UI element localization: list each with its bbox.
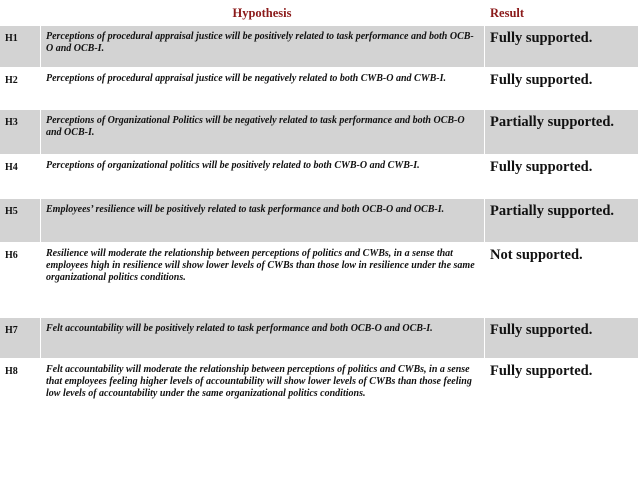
row-id: H4 [0, 155, 40, 199]
row-id: H2 [0, 68, 40, 110]
row-result: Not supported. [484, 243, 638, 318]
row-hypothesis-text: Perceptions of organizational politics will be positively related to both CWB-O and CWB-I. [40, 155, 484, 199]
row-result: Fully supported. [484, 26, 638, 68]
row-hypothesis-text: Employees’ resilience will be positively related to task performance and both OCB-O and OCB-I. [40, 199, 484, 243]
row-hypothesis-text: Perceptions of procedural appraisal justice will be positively related to task performance and both OCB-O and OCB-I. [40, 26, 484, 68]
header-hypothesis: Hypothesis [232, 5, 292, 20]
row-hypothesis-text: Perceptions of Organizational Politics will be negatively related to task performance and both OCB-O and OCB-I. [40, 110, 484, 155]
row-id: H3 [0, 110, 40, 155]
row-hypothesis-text: Resilience will moderate the relationship between perceptions of politics and CWBs, in a sense that employees high in resilience will show lower levels of CWBs than those low in resilience under the same organizational politics conditions. [40, 243, 484, 318]
header-result: Result [490, 5, 525, 20]
row-id: H7 [0, 318, 40, 359]
row-result: Fully supported. [484, 155, 638, 199]
row-result: Partially supported. [484, 199, 638, 243]
row-result: Partially supported. [484, 110, 638, 155]
row-result: Fully supported. [484, 318, 638, 359]
column-divider [484, 26, 485, 479]
row-id: H5 [0, 199, 40, 243]
row-hypothesis-text: Perceptions of procedural appraisal justice will be negatively related to both CWB-O and CWB-I. [40, 68, 484, 110]
row-result: Fully supported. [484, 68, 638, 110]
row-hypothesis-text: Felt accountability will be positively related to task performance and both OCB-O and OCB-I. [40, 318, 484, 359]
column-divider [40, 26, 41, 479]
row-id: H1 [0, 26, 40, 68]
row-id: H6 [0, 243, 40, 318]
header-id-cell [0, 0, 40, 26]
row-id: H8 [0, 359, 40, 479]
row-hypothesis-text: Felt accountability will moderate the relationship between perceptions of politics and CWBs, in a sense that employees feeling higher levels of accountability will show lower levels of CWBs than those feeling low levels of accountability under the same organizational politics conditions. [40, 359, 484, 479]
row-result: Fully supported. [484, 359, 638, 479]
